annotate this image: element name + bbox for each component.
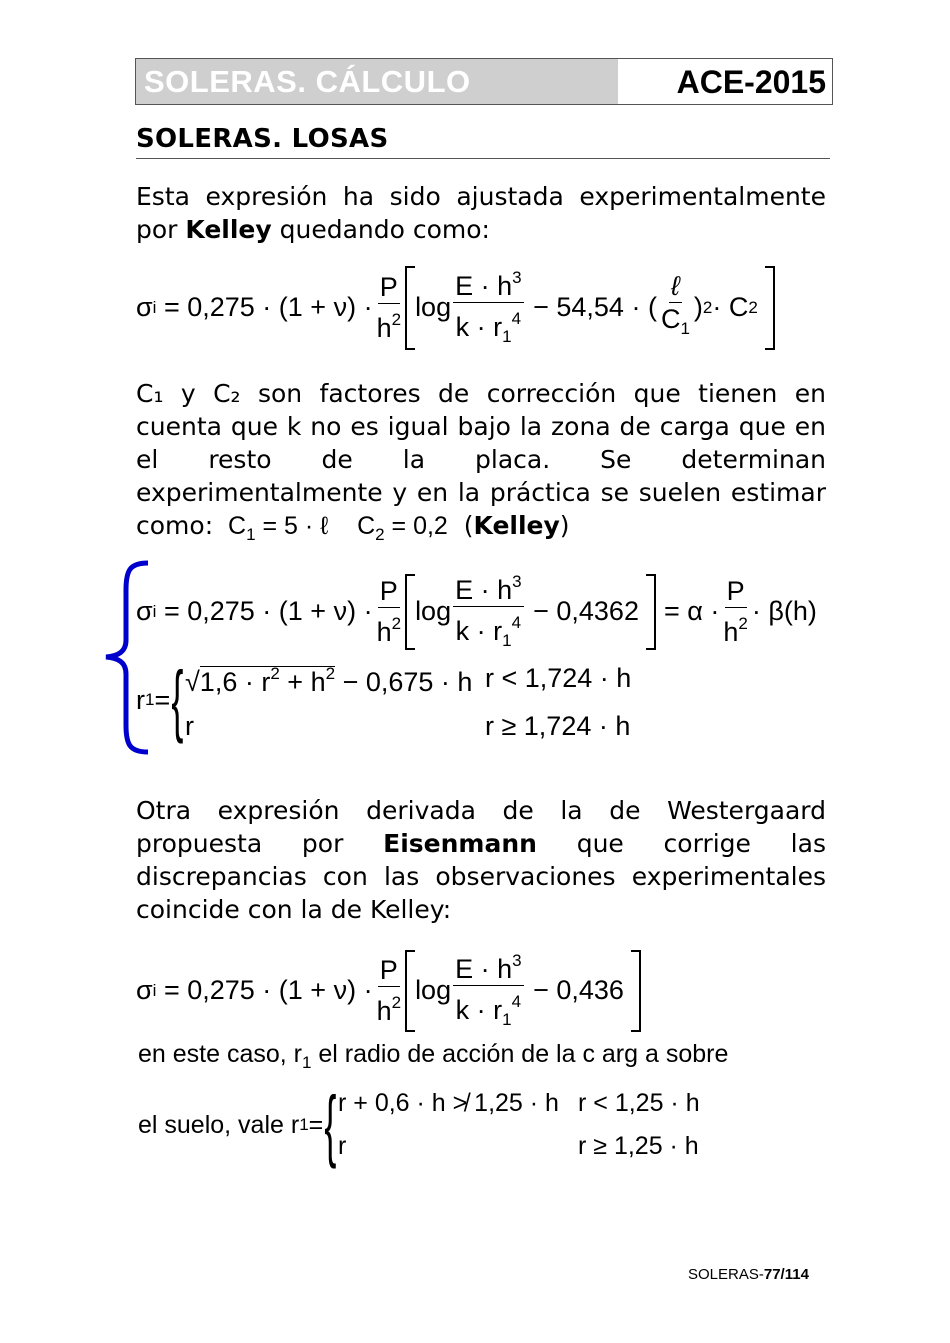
- fraction-eh3-kr4: [453, 262, 524, 353]
- value: = 0,2: [384, 512, 448, 540]
- term: − 0,436: [533, 975, 624, 1005]
- log: log: [415, 975, 452, 1005]
- case-1: [338, 1082, 700, 1125]
- subscript: i: [152, 297, 157, 317]
- t: + h: [279, 667, 326, 697]
- sub: i: [152, 601, 157, 621]
- sup: 4: [511, 309, 522, 328]
- case-expr: r + 0,6 · h ≯ 1,25 · h: [338, 1089, 559, 1117]
- case-expr: r: [184, 711, 194, 741]
- text: en este caso, r: [138, 1040, 302, 1068]
- numerator: P: [379, 272, 398, 302]
- paren: ): [559, 511, 570, 540]
- radicand: [200, 666, 335, 697]
- text: que corrige las discrepancias con las observaciones experimentales coincide con la de Kelley:: [136, 829, 826, 924]
- numerator: P: [379, 576, 398, 606]
- denominator: [375, 608, 404, 648]
- c: C: [357, 512, 376, 540]
- sup: 3: [512, 268, 522, 287]
- paren: (: [463, 511, 474, 540]
- c2-formula: [336, 512, 448, 544]
- log: log: [415, 596, 452, 626]
- denominator: [375, 304, 404, 344]
- text: el radio de acción de la c arg a sobre: [311, 1040, 729, 1068]
- text: C₁ y C₂ son factores de corrección que tienen en cuenta que k no es igual bajo la zona de carga que en el resto de la placa. Se determinan experimentalmente y en la práctica se suelen estimar como:: [136, 379, 826, 540]
- right-bracket: [765, 266, 775, 350]
- term: · C: [712, 292, 749, 322]
- numerator: P: [379, 955, 398, 985]
- denominator: [721, 608, 750, 648]
- den-base: h: [376, 617, 392, 647]
- sigma: σ: [136, 292, 153, 322]
- case-condition: r ≥ 1,724 · h: [484, 711, 631, 741]
- paragraph-correction-factors: [136, 377, 826, 551]
- author-name: Kelley: [185, 215, 272, 244]
- sub: 2: [375, 525, 385, 544]
- page-header: [135, 58, 833, 105]
- equation-kelley-simplified: [136, 566, 817, 657]
- sup: 4: [511, 613, 522, 632]
- case-condition: r < 1,724 · h: [484, 663, 632, 693]
- section-title: SOLERAS. LOSAS: [136, 124, 830, 159]
- sub: 1: [502, 1010, 512, 1029]
- page-number: 77/114: [763, 1266, 809, 1283]
- text: Esta expresión ha sido ajustada experimentalmente por: [136, 182, 826, 244]
- den-base: k · r: [455, 312, 503, 342]
- case-condition: r ≥ 1,25 · h: [578, 1132, 699, 1160]
- denominator: [375, 987, 404, 1027]
- sup: 2: [391, 310, 402, 329]
- case-2: [185, 704, 631, 748]
- sub: 1: [299, 1115, 309, 1134]
- equation-kelley: [136, 262, 775, 353]
- note-line-1: [138, 1040, 728, 1073]
- left-brace-icon: {: [171, 655, 184, 744]
- paragraph-eisenmann: [136, 794, 826, 926]
- sup: 2: [738, 614, 748, 633]
- footer-label: SOLERAS-: [688, 1266, 764, 1283]
- numerator: P: [726, 576, 745, 606]
- sup: 3: [512, 951, 522, 970]
- coefficient: = 0,275 · (1 + ν) ·: [163, 292, 373, 322]
- num-base: E · h: [455, 575, 513, 605]
- sub: 1: [680, 319, 690, 338]
- sup: 4: [511, 992, 522, 1011]
- num-base: E · h: [455, 954, 513, 984]
- denominator: [659, 303, 692, 345]
- rhs: = α ·: [664, 596, 720, 626]
- cases: [185, 652, 631, 748]
- den-base: h: [376, 996, 392, 1026]
- r: r: [136, 684, 145, 715]
- fraction-p-h2: [375, 954, 404, 1027]
- author-name: Kelley: [473, 511, 560, 540]
- numerator: ℓ: [671, 271, 680, 301]
- sub: 1: [301, 1053, 312, 1072]
- case-condition: r < 1,25 · h: [578, 1089, 700, 1117]
- sigma: σ: [136, 975, 153, 1005]
- header-code: ACE-2015: [676, 64, 826, 100]
- den-base: C: [660, 304, 681, 334]
- value: = 5 · ℓ: [255, 512, 329, 540]
- equals: =: [154, 684, 171, 715]
- left-bracket: [405, 266, 415, 350]
- fraction-p-h2: [375, 271, 404, 344]
- numerator: [453, 262, 524, 303]
- t: − 0,675 · h: [335, 667, 473, 697]
- paren: ): [693, 292, 703, 322]
- sub: 2: [748, 297, 758, 317]
- fraction-l-c1: [659, 270, 692, 345]
- header-title: SOLERAS. CÁLCULO: [136, 59, 618, 104]
- den-base: k · r: [455, 995, 503, 1025]
- note-line-2: [138, 1082, 700, 1168]
- den-base: k · r: [455, 616, 503, 646]
- numerator: [453, 945, 524, 986]
- term: − 0,4362: [533, 596, 639, 626]
- c: C: [228, 512, 247, 540]
- case-1: [185, 652, 631, 704]
- page-footer: [688, 1266, 809, 1283]
- sup: 2: [325, 664, 336, 683]
- beta-term: · β(h): [751, 596, 817, 626]
- left-bracket: [405, 950, 415, 1032]
- sup: 2: [702, 297, 713, 317]
- den-base: h: [723, 617, 739, 647]
- fraction-p-h2: [721, 575, 750, 648]
- sub: 1: [502, 327, 512, 346]
- case-2: [338, 1125, 700, 1168]
- sup: 2: [391, 993, 402, 1012]
- sup: 3: [512, 572, 522, 591]
- sub: 1: [145, 690, 155, 709]
- case-expr: $√1,6 \cdot r^2 + h^2 - 0,675 \cdot h$: [184, 664, 473, 697]
- sup: 2: [270, 664, 280, 683]
- right-bracket: [646, 574, 656, 650]
- coefficient: = 0,275 · (1 + ν) ·: [163, 596, 373, 626]
- equation-eisenmann: [136, 945, 641, 1036]
- c1-formula: [221, 512, 329, 544]
- t: 1,6 · r: [199, 667, 271, 697]
- text: =: [308, 1110, 324, 1139]
- numerator: [453, 566, 524, 607]
- denominator: [454, 986, 523, 1036]
- equation-r1-cases: [136, 652, 631, 748]
- num-base: E · h: [455, 271, 513, 301]
- text: quedando como:: [271, 215, 490, 244]
- cases: [338, 1082, 700, 1168]
- fraction-eh3-kr4: [453, 566, 524, 657]
- denominator: [454, 607, 523, 657]
- log: log: [415, 292, 452, 322]
- left-brace-icon: {: [324, 1080, 337, 1169]
- case-expr: r: [338, 1132, 347, 1160]
- left-bracket: [405, 574, 415, 650]
- den-base: h: [376, 313, 392, 343]
- author-name: Eisenmann: [383, 829, 537, 858]
- sub: 1: [502, 631, 512, 650]
- paragraph-kelley-intro: [136, 180, 826, 246]
- fraction-eh3-kr4: [453, 945, 524, 1036]
- sub: 1: [246, 525, 256, 544]
- coefficient: = 0,275 · (1 + ν) ·: [163, 975, 373, 1005]
- right-bracket: [631, 950, 641, 1032]
- term: − 54,54 · (: [533, 292, 657, 322]
- text: el suelo, vale r: [138, 1110, 300, 1139]
- text: Otra expresión derivada de la de Westergaard propuesta por: [136, 796, 826, 858]
- denominator: [454, 303, 523, 353]
- sigma: σ: [136, 596, 153, 626]
- sup: 2: [391, 614, 402, 633]
- sub: i: [152, 980, 157, 1000]
- fraction-p-h2: [375, 575, 404, 648]
